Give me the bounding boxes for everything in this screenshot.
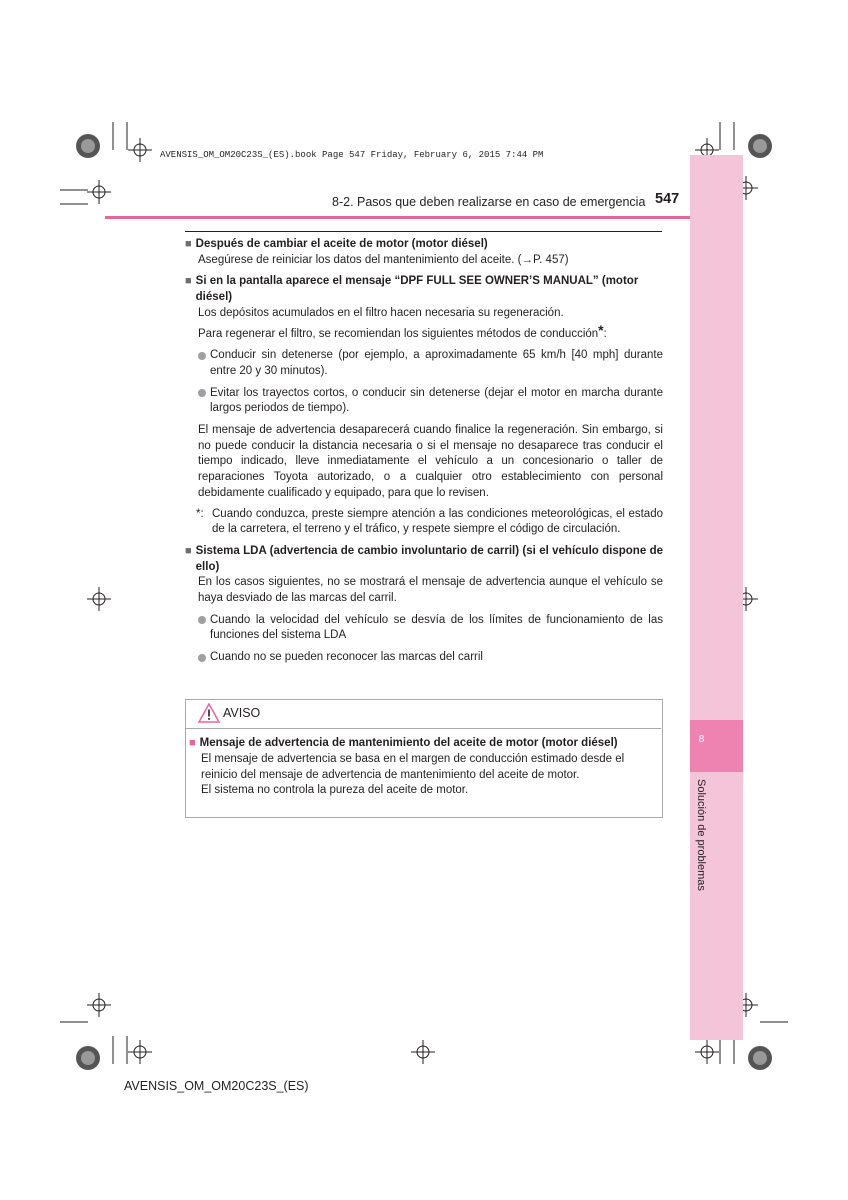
chapter-number: 8: [698, 734, 705, 745]
main-content: [185, 237, 663, 666]
print-info: AVENSIS_OM_OM20C23S_(ES).book Page 547 Friday, February 6, 2015 7:44 PM: [160, 150, 544, 160]
round-bullet-icon: [198, 616, 206, 624]
list-item-text: Cuando la velocidad del vehículo se desvía de los límites de funcionamiento de las funciones del sistema LDA: [210, 613, 663, 642]
section-heading: [185, 274, 663, 305]
paragraph: En los casos siguientes, no se mostrará el mensaje de advertencia aunque el vehículo se haya desviado de las marcas del carril.: [198, 576, 663, 605]
list-item: [185, 386, 663, 417]
chapter-number-tab: [690, 720, 743, 772]
heading-text: Mensaje de advertencia de mantenimiento del aceite de motor (motor diésel): [199, 737, 618, 749]
chapter-title: Solución de problemas: [695, 779, 707, 891]
list-item-text: Cuando no se pueden reconocer las marcas del carril: [210, 651, 483, 664]
warning-content: [189, 736, 657, 799]
paragraph-text: Asegúrese de reiniciar los datos del mantenimiento del aceite. (: [198, 253, 522, 266]
paragraph-text: Para regenerar el filtro, se recomiendan los siguientes métodos de conducción: [198, 327, 599, 340]
paragraph: [185, 321, 663, 343]
heading-text: Después de cambiar el aceite de motor (motor diésel): [195, 238, 488, 250]
paragraph: El mensaje de advertencia desaparecerá cuando finalice la regeneración. Sin embargo, si no puede conducir la distancia necesaria o si el mensaje no desaparece tras conducir el tiempo indicado, lleve inmediatamente el vehículo a un concesionario o taller de reparaciones Toyota autorizado, o a cualquier otro establecimiento con personal debidamente cualificado y equipado, para que lo revisen.: [198, 424, 663, 499]
list-item-text: Conducir sin detenerse (por ejemplo, a aproximadamente 65 km/h [40 mph] durante entre 20 y 30 minutos).: [210, 349, 663, 377]
section-header: 8-2. Pasos que deben realizarse en caso de emergencia: [332, 195, 646, 209]
list-item: [185, 613, 663, 644]
square-bullet-icon: ■: [185, 238, 192, 250]
paragraph-text: :: [603, 327, 607, 340]
section-heading: [185, 544, 663, 575]
footer-doc-id: AVENSIS_OM_OM20C23S_(ES): [124, 1079, 309, 1093]
warning-label: AVISO: [223, 706, 261, 720]
round-bullet-icon: [198, 389, 206, 397]
paragraph: Los depósitos acumulados en el filtro hacen necesaria su regeneración.: [198, 306, 564, 319]
section-heading: [185, 237, 663, 253]
heading-text: Sistema LDA (advertencia de cambio involuntario de carril) (si el vehículo dispone de ello): [195, 544, 663, 573]
header-rule: [105, 216, 690, 219]
square-bullet-icon: ■: [185, 275, 192, 288]
content-rule: [185, 231, 662, 232]
footnote: [185, 507, 663, 538]
heading-text: Si en la pantalla aparece el mensaje “DPF FULL SEE OWNER’S MANUAL” (motor diésel): [195, 275, 639, 304]
square-bullet-icon: ■: [185, 544, 192, 557]
chapter-side-tab: [690, 155, 743, 1040]
round-bullet-icon: [198, 352, 206, 360]
arrow-icon: →: [521, 253, 533, 266]
round-bullet-icon: [198, 654, 206, 662]
warning-triangle-icon: [198, 703, 220, 723]
warning-heading: [189, 736, 657, 752]
footnote-text: Cuando conduzca, preste siempre atención a las condiciones meteorológicas, el estado de la carretera, el terreno y el tráfico, y respete siempre el código de circulación.: [212, 507, 663, 536]
warning-paragraph: El sistema no controla la pureza del aceite de motor.: [201, 784, 469, 797]
list-item: [185, 650, 663, 666]
list-item: [185, 348, 663, 379]
square-bullet-icon: ■: [189, 737, 196, 749]
paragraph: [185, 253, 663, 269]
footnote-mark: *:: [196, 507, 204, 520]
page-reference-link[interactable]: P. 457): [532, 253, 569, 266]
page-number: 547: [655, 191, 680, 207]
footnote-star: *: [598, 321, 604, 338]
list-item-text: Evitar los trayectos cortos, o conducir sin detenerse (dejar el motor en marcha durante largos periodos de tiempo).: [210, 386, 663, 415]
warning-paragraph: El mensaje de advertencia se basa en el margen de conducción estimado desde el reinicio del mensaje de advertencia de mantenimiento del aceite de motor.: [201, 752, 625, 781]
